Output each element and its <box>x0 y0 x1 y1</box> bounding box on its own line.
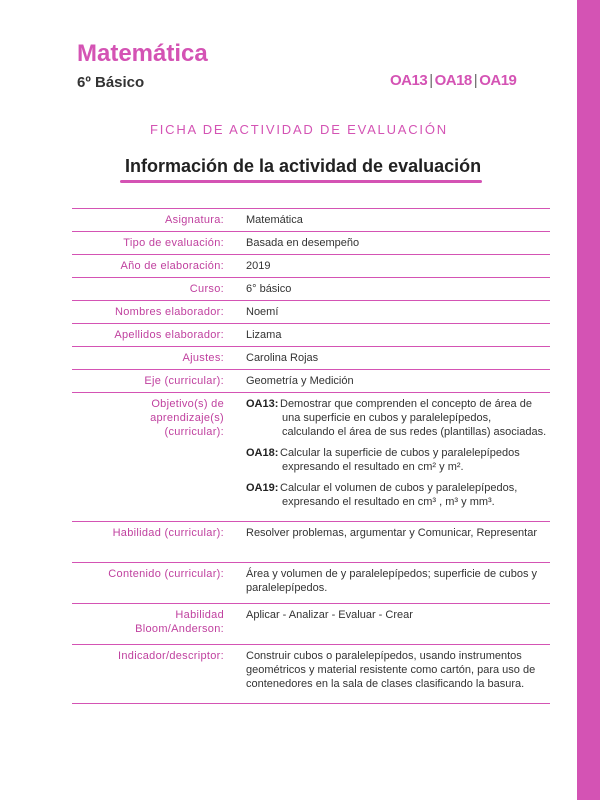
label-bloom <box>72 604 246 645</box>
value-habilidad: Resolver problemas, argumentar y Comunicar, Representar <box>246 522 550 563</box>
value-contenido <box>246 563 550 604</box>
objective-text-line: expresando el resultado en cm² y m². <box>282 461 464 473</box>
label-bloom-line1: Habilidad <box>175 609 224 621</box>
value-bloom: Aplicar - Analizar - Evaluar - Crear <box>246 604 550 645</box>
value-eje: Geometría y Medición <box>246 370 550 393</box>
row-contenido <box>72 563 550 604</box>
label-apellidos: Apellidos elaborador: <box>72 324 246 347</box>
row-indicador <box>72 645 550 704</box>
title-underline <box>120 180 482 183</box>
value-nombres: Noemí <box>246 301 550 324</box>
objective-code: OA18: <box>246 447 279 459</box>
label-objetivos <box>72 393 246 522</box>
section-title: Información de la actividad de evaluación <box>125 156 482 176</box>
oa-code-18: OA18 <box>434 72 472 89</box>
value-apellidos: Lizama <box>246 324 550 347</box>
objective-oa18 <box>246 446 550 474</box>
objective-oa19 <box>246 481 550 509</box>
label-ajustes: Ajustes: <box>72 347 246 370</box>
label-asignatura: Asignatura: <box>72 209 246 232</box>
label-bloom-line2: Bloom/Anderson: <box>135 623 224 635</box>
label-habilidad: Habilidad (curricular): <box>72 522 246 563</box>
oa-codes: OA13 | OA18 | OA19 <box>390 72 517 89</box>
value-ajustes: Carolina Rojas <box>246 347 550 370</box>
objective-text-line: expresando el resultado en cm³ , m³ y mm³. <box>282 496 495 508</box>
label-objetivos-line2: aprendizaje(s) <box>150 412 224 424</box>
row-ajustes <box>72 347 550 370</box>
label-anio: Año de elaboración: <box>72 255 246 278</box>
objective-code: OA19: <box>246 482 279 494</box>
objective-text-line: calculando el área de sus redes (plantillas) asociadas. <box>282 426 547 438</box>
ficha-label: FICHA DE ACTIVIDAD DE EVALUACIÓN <box>150 122 448 137</box>
objective-text-line: Calcular la superficie de cubos y paralelepípedos <box>280 447 520 459</box>
row-objetivos <box>72 393 550 522</box>
label-tipo: Tipo de evaluación: <box>72 232 246 255</box>
row-tipo <box>72 232 550 255</box>
info-table <box>72 208 550 704</box>
label-nombres: Nombres elaborador: <box>72 301 246 324</box>
objective-text-line: una superficie en cubos y paralelepípedos, <box>282 412 492 424</box>
value-indicador <box>246 645 550 704</box>
row-eje <box>72 370 550 393</box>
oa-code-19: OA19 <box>479 72 517 89</box>
label-curso: Curso: <box>72 278 246 301</box>
label-indicador: Indicador/descriptor: <box>72 645 246 704</box>
value-tipo: Basada en desempeño <box>246 232 550 255</box>
objective-text-line: Demostrar que comprenden el concepto de área de <box>280 398 532 410</box>
contenido-line: paralelepípedos. <box>246 582 328 594</box>
row-bloom <box>72 604 550 645</box>
objective-oa13 <box>246 397 550 439</box>
contenido-line: Área y volumen de y paralelepípedos; superficie de cubos y <box>246 568 538 580</box>
side-accent-bar <box>577 0 600 800</box>
oa-code-13: OA13 <box>390 72 428 89</box>
label-eje: Eje (curricular): <box>72 370 246 393</box>
value-asignatura: Matemática <box>246 209 550 232</box>
row-asignatura <box>72 209 550 232</box>
label-objetivos-line3: (curricular): <box>164 426 224 438</box>
label-contenido: Contenido (curricular): <box>72 563 246 604</box>
value-curso: 6° básico <box>246 278 550 301</box>
row-apellidos <box>72 324 550 347</box>
subject-title: Matemática <box>77 40 208 67</box>
indicador-line: geométricos y material resistente como cartón, para uso de <box>246 664 536 676</box>
indicador-line: Construir cubos o paralelepípedos, usando instrumentos <box>246 650 522 662</box>
row-anio <box>72 255 550 278</box>
grade-label: 6º Básico <box>77 74 145 91</box>
row-nombres <box>72 301 550 324</box>
row-habilidad <box>72 522 550 563</box>
indicador-line: contenedores en la sala de clases clasificando la basura. <box>246 678 525 690</box>
objective-code: OA13: <box>246 398 279 410</box>
label-objetivos-line1: Objetivo(s) de <box>151 398 224 410</box>
value-anio: 2019 <box>246 255 550 278</box>
value-objetivos <box>246 393 550 522</box>
row-curso <box>72 278 550 301</box>
objective-text-line: Calcular el volumen de cubos y paralelepípedos, <box>280 482 518 494</box>
